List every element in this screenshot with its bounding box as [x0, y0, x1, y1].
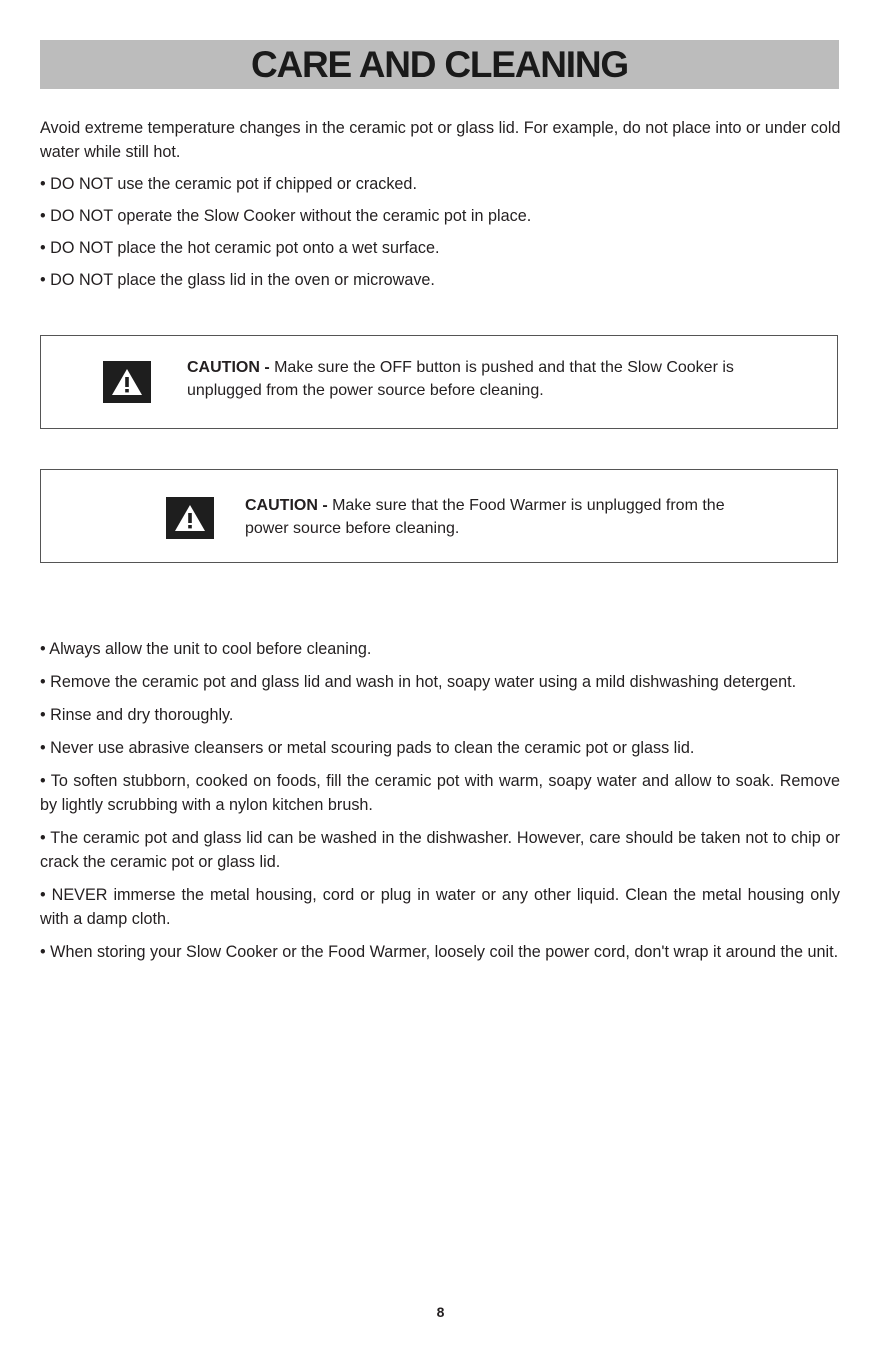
list-item: • To soften stubborn, cooked on foods, fill the ceramic pot with warm, soapy water and allow to soak. Remove by lightly scrubbing with a nylon kitchen brush.: [40, 772, 840, 814]
list-item: • DO NOT place the hot ceramic pot onto a wet surface.: [40, 239, 440, 257]
list-item: • DO NOT place the glass lid in the oven or microwave.: [40, 271, 435, 289]
warning-triangle-icon: [103, 361, 151, 403]
list-item: • When storing your Slow Cooker or the Food Warmer, loosely coil the power cord, don't wrap it around the unit.: [40, 943, 839, 961]
list-item: • The ceramic pot and glass lid can be washed in the dishwasher. However, care should be taken not to chip or crack the ceramic pot or glass lid.: [40, 829, 840, 871]
caution-label: CAUTION -: [187, 359, 270, 376]
list-item: • Never use abrasive cleansers or metal scouring pads to clean the ceramic pot or glass lid.: [40, 739, 695, 757]
page-title: CARE AND CLEANING: [250, 43, 628, 85]
caution-box-food-warmer: [40, 469, 838, 563]
list-item: • Always allow the unit to cool before cleaning.: [40, 640, 372, 658]
list-item: • Rinse and dry thoroughly.: [40, 706, 234, 724]
caution-message: Make sure that the Food Warmer is unplugged from the power source before cleaning.: [245, 497, 725, 537]
list-item: • Remove the ceramic pot and glass lid and wash in hot, soapy water using a mild dishwashing detergent.: [40, 673, 797, 691]
caution-message: Make sure the OFF button is pushed and that the Slow Cooker is unplugged from the power source before cleaning.: [187, 359, 734, 399]
list-item: • DO NOT use the ceramic pot if chipped or cracked.: [40, 175, 417, 193]
precaution-list: [40, 172, 840, 300]
title-bar: [40, 40, 839, 89]
list-item: • NEVER immerse the metal housing, cord or plug in water or any other liquid. Clean the metal housing only with a damp cloth.: [40, 886, 840, 928]
caution-text: [245, 494, 745, 540]
page-number: 8: [436, 1304, 445, 1320]
caution-text: [187, 356, 787, 402]
caution-label: CAUTION -: [245, 497, 328, 514]
caution-box-slow-cooker: [40, 335, 838, 429]
list-item: • DO NOT operate the Slow Cooker without the ceramic pot in place.: [40, 207, 532, 225]
cleaning-instructions-list: [40, 637, 840, 973]
intro-paragraph: Avoid extreme temperature changes in the ceramic pot or glass lid. For example, do not place into or under cold water while still hot.: [40, 119, 841, 161]
warning-triangle-icon: [166, 497, 214, 539]
